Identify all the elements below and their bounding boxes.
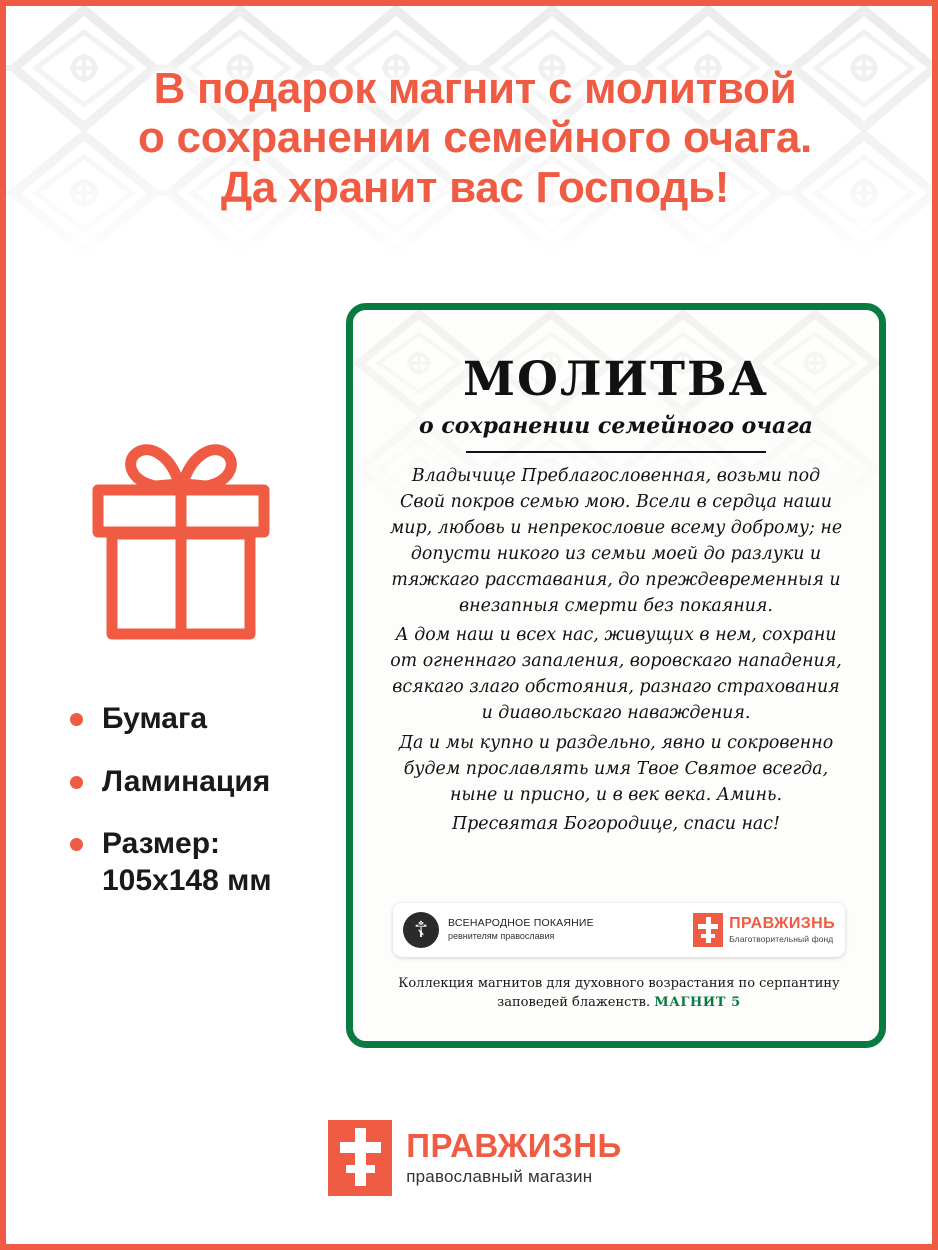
pravzhizn-cross-logo-icon [328,1120,392,1196]
credits-org-line1: ВСЕНАРОДНОЕ ПОКАЯНИЕ [448,917,594,930]
credits-strip [393,903,845,957]
feature-label-size-line1: Размер: [102,827,221,861]
list-item [66,764,338,801]
prayer-paragraph: А дом наш и всех нас, живущих в нем, сохрани от огненнаго запаления, воровскаго нападения, всякаго злаго обстояния, разнаго страхования и диавольскаго наваждения. [390,625,842,724]
list-item [66,826,338,899]
gift-box-icon [76,426,286,641]
prayer-paragraph: Владычице Преблагословенная, возьми под Свой покров семью мою. Всели в сердца наши мир, любовь и непрекословие всему доброму; не допусти никого из семьи моей до разлуки и тяжкаго расставания, до преждевременныя и внезапныя смерти без покаяния. [389,465,843,617]
credits-org [448,917,693,942]
headline-line-2: о сохранении семейного очага. [138,113,812,163]
list-item [66,701,338,738]
credits-brand-name: ПРАВЖИЗНЬ [729,915,835,932]
card-footer-text: Коллекция магнитов для духовного возрастания по серпантину заповедей блаженств. [398,976,840,1011]
credits-brand-sub: Благотворительный фонд [729,934,834,944]
orthodox-cross-icon: ☦ [403,912,439,948]
title-divider [466,451,766,453]
prayer-subtitle: о сохранении семейного очага [419,413,813,439]
headline-line-1: В подарок магнит с молитвой [153,64,797,113]
feature-list [58,701,338,899]
prayer-text [379,463,853,838]
feature-label: Бумага [102,702,208,735]
headline [6,64,938,212]
prayer-title: МОЛИТВА [463,352,769,407]
pravzhizn-cross-logo-icon [693,913,723,947]
magnet-card [346,303,886,1048]
credits-org-line2: ревнителям православия [448,930,555,941]
footer-logo-tagline: православный магазин [406,1167,593,1186]
footer-logo-words [406,1129,622,1187]
credits-brand-words [729,916,835,944]
feature-label: Ламинация [102,764,271,798]
headline-line-3: Да хранит вас Господь! [220,162,730,212]
prayer-paragraph: Да и мы купно и раздельно, явно и сокровенно будем прославлять имя Твое Святое всегда, ныне и присно, и в век века. Аминь. [398,732,834,805]
footer-logo [6,1120,938,1196]
bullet-icon [70,776,83,789]
features-column [58,426,338,925]
card-footer [379,975,859,1013]
prayer-paragraph: Пресвятая Богородице, спаси нас! [451,813,780,834]
credits-brand [693,913,835,947]
footer-logo-name: ПРАВЖИЗНЬ [406,1127,622,1164]
magnet-number: МАГНИТ 5 [654,995,741,1011]
feature-label-size-line2: 105х148 мм [102,863,272,897]
bullet-icon [70,713,83,726]
bullet-icon [70,838,83,851]
